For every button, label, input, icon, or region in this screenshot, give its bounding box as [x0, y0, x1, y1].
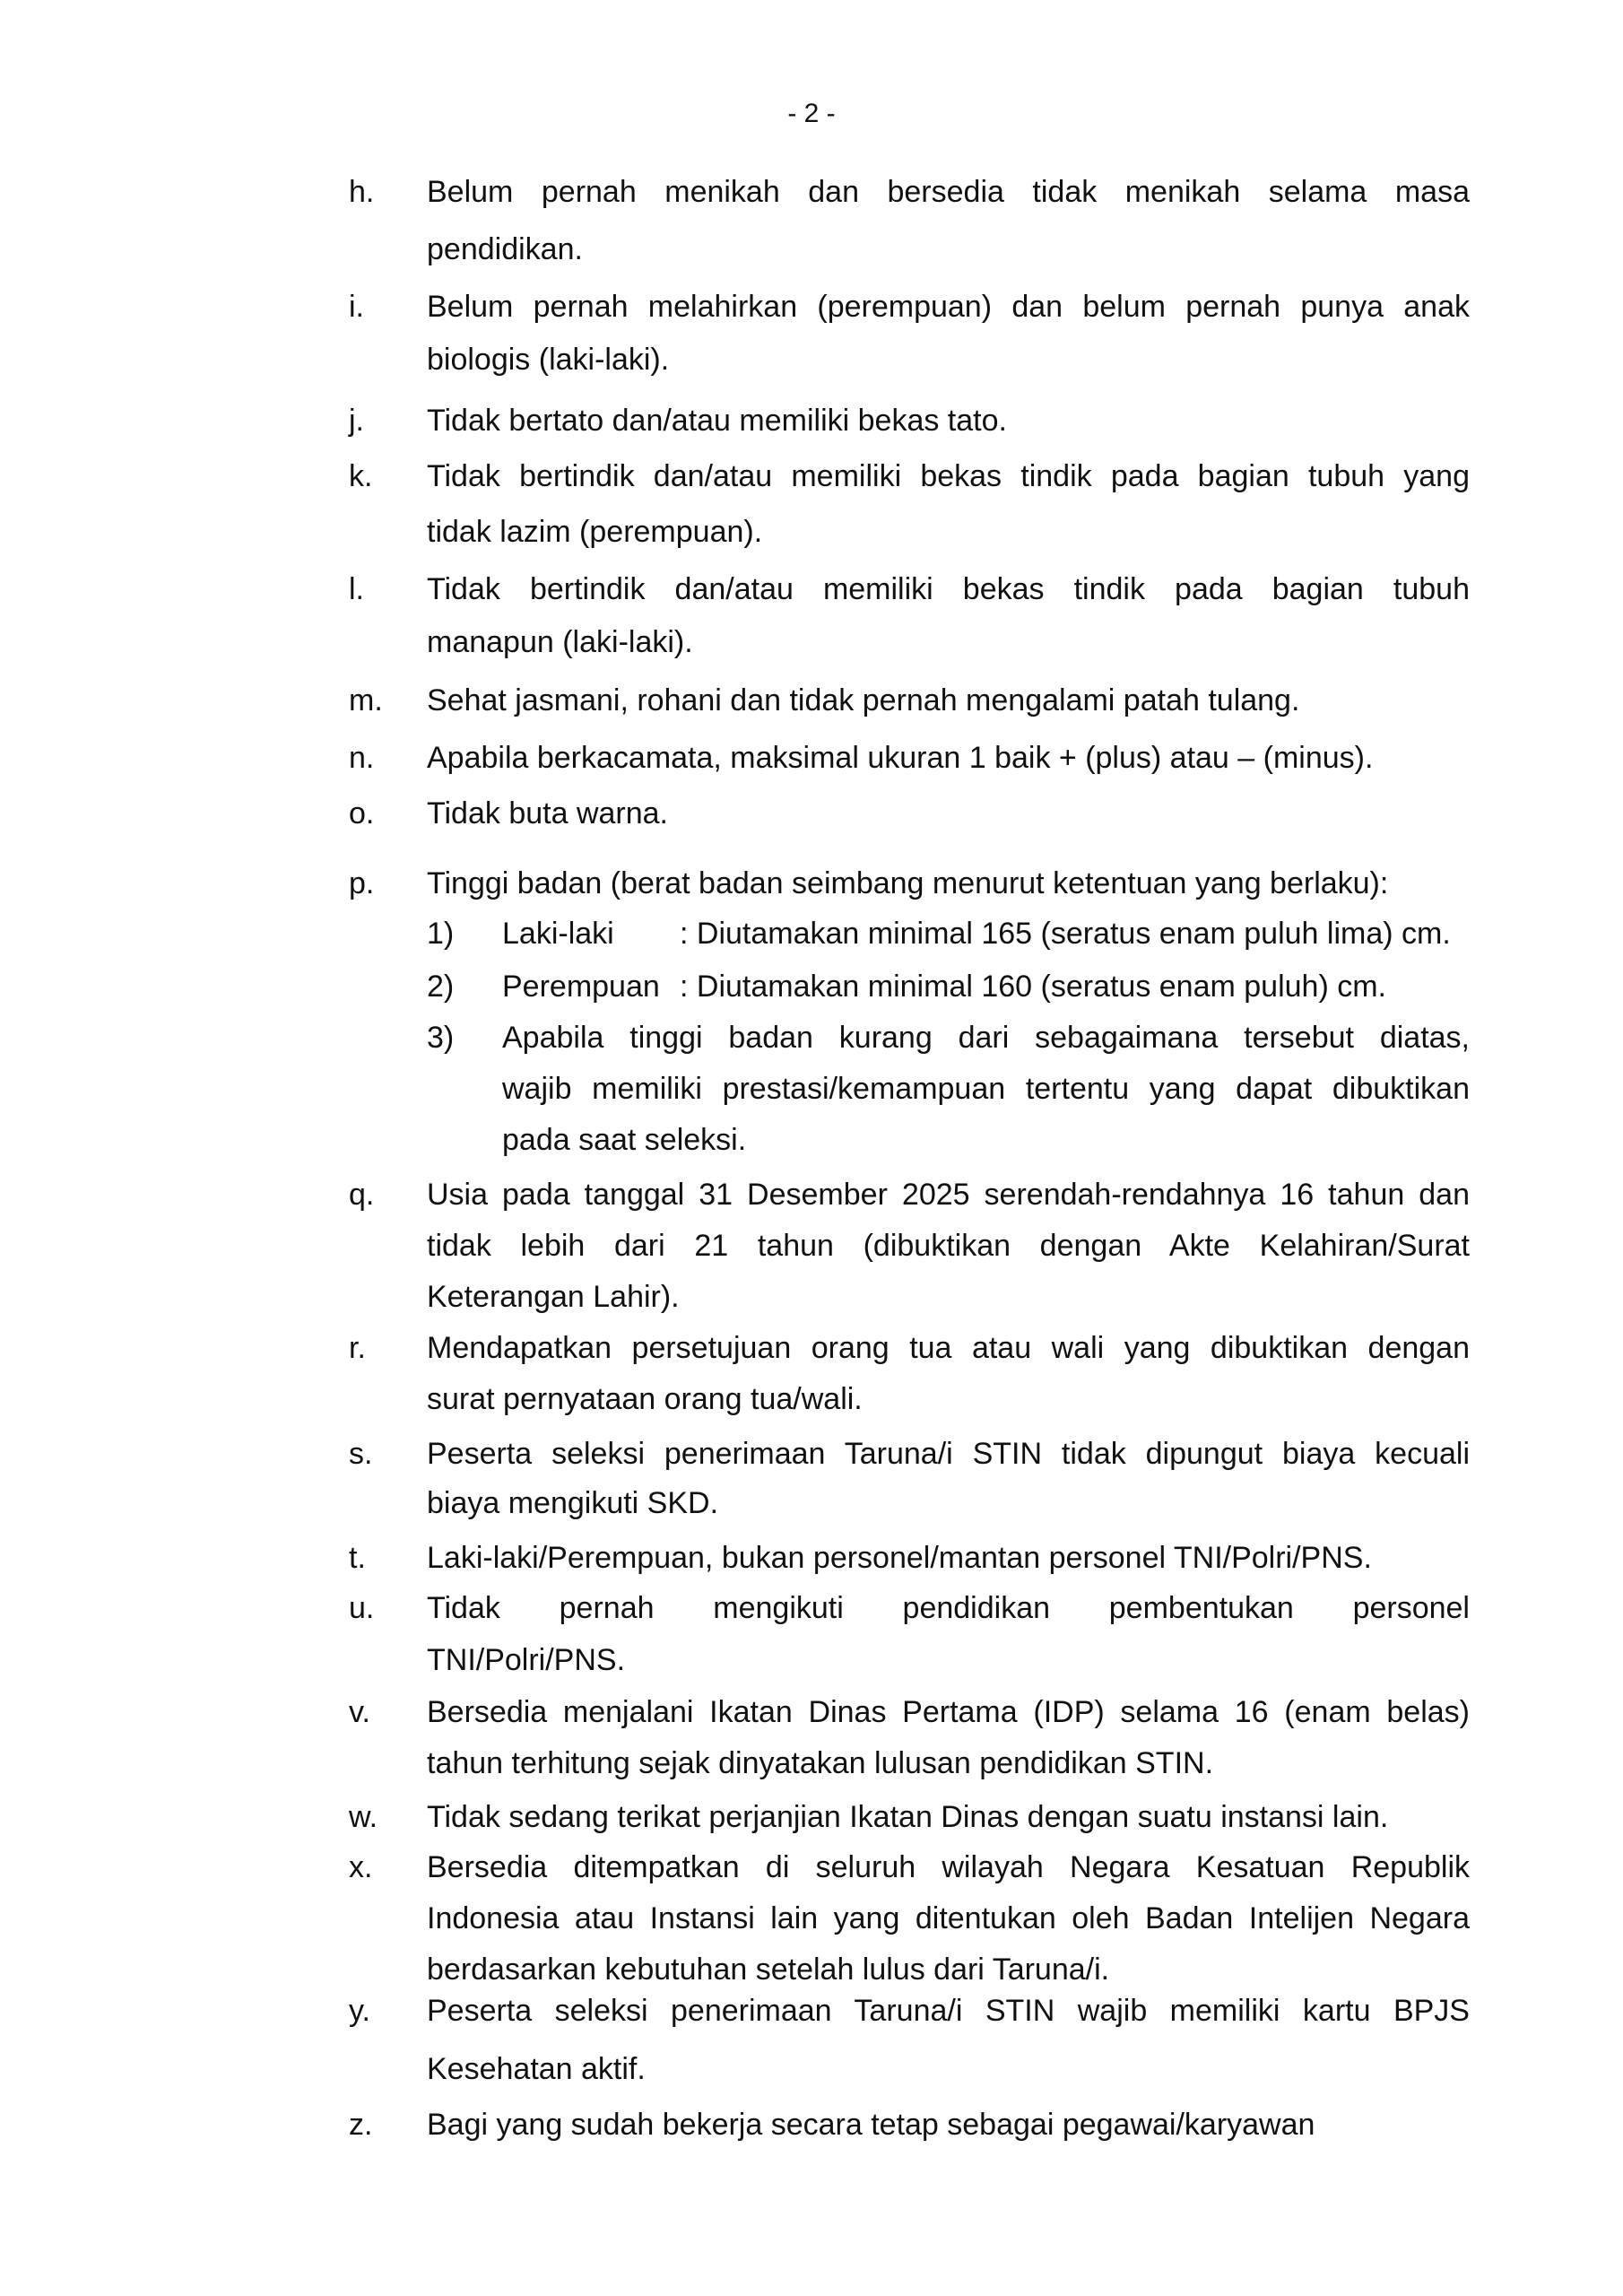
item-marker-p: p. [349, 866, 375, 900]
item-j-line-1: Tidak bertato dan/atau memiliki bekas tato. [427, 404, 1007, 438]
subitem-3-line-2: wajib memiliki prestasi/kemampuan tertentu yang dapat dibuktikan [502, 1072, 1470, 1106]
item-v-line-1: Bersedia menjalani Ikatan Dinas Pertama (IDP) selama 16 (enam belas) [427, 1695, 1470, 1729]
item-marker-x: x. [349, 1850, 373, 1884]
item-q-line-1: Usia pada tanggal 31 Desember 2025 serendah-rendahnya 16 tahun dan [427, 1178, 1470, 1212]
item-u-line-1: Tidak pernah mengikuti pendidikan pembentukan personel [427, 1591, 1470, 1625]
item-s-line-1: Peserta seleksi penerimaan Taruna/i STIN tidak dipungut biaya kecuali [427, 1437, 1470, 1471]
item-q-line-2: tidak lebih dari 21 tahun (dibuktikan dengan Akte Kelahiran/Surat [427, 1229, 1470, 1263]
item-marker-j: j. [349, 404, 364, 438]
item-l-line-2: manapun (laki-laki). [427, 625, 693, 659]
subitem-text-1: : Diutamakan minimal 165 (seratus enam puluh lima) cm. [680, 917, 1451, 951]
subitem-marker-3: 3) [427, 1021, 455, 1055]
item-marker-o: o. [349, 796, 375, 831]
item-x-line-3: berdasarkan kebutuhan setelah lulus dari Taruna/i. [427, 1952, 1110, 1987]
item-marker-h: h. [349, 175, 375, 209]
item-s-line-2: biaya mengikuti SKD. [427, 1486, 719, 1520]
item-k-line-2: tidak lazim (perempuan). [427, 515, 763, 549]
item-q-line-3: Keterangan Lahir). [427, 1280, 680, 1314]
item-marker-y: y. [349, 1994, 370, 2028]
item-marker-i: i. [349, 290, 364, 324]
item-y-line-1: Peserta seleksi penerimaan Taruna/i STIN wajib memiliki kartu BPJS [427, 1994, 1470, 2028]
item-i-line-2: biologis (laki-laki). [427, 343, 670, 377]
item-z-line-1: Bagi yang sudah bekerja secara tetap sebagai pegawai/karyawan [427, 2108, 1315, 2142]
subitem-3-line-3: pada saat seleksi. [502, 1123, 747, 1157]
item-marker-w: w. [349, 1800, 378, 1834]
item-u-line-2: TNI/Polri/PNS. [427, 1643, 626, 1677]
item-marker-n: n. [349, 741, 375, 775]
item-marker-m: m. [349, 683, 383, 718]
subitem-marker-1: 1) [427, 917, 455, 951]
subitem-label-laki-laki: Laki-laki [502, 917, 614, 951]
subitem-marker-2: 2) [427, 970, 455, 1004]
item-r-line-1: Mendapatkan persetujuan orang tua atau wali yang dibuktikan dengan [427, 1331, 1470, 1365]
subitem-text-2: : Diutamakan minimal 160 (seratus enam puluh) cm. [680, 970, 1386, 1004]
item-v-line-2: tahun terhitung sejak dinyatakan lulusan pendidikan STIN. [427, 1746, 1214, 1780]
item-i-line-1: Belum pernah melahirkan (perempuan) dan belum pernah punya anak [427, 290, 1470, 324]
subitem-label-perempuan: Perempuan [502, 970, 660, 1004]
item-y-line-2: Kesehatan aktif. [427, 2052, 646, 2086]
item-n-line-1: Apabila berkacamata, maksimal ukuran 1 baik + (plus) atau – (minus). [427, 741, 1374, 775]
item-marker-l: l. [349, 572, 364, 606]
item-marker-v: v. [349, 1695, 370, 1729]
item-k-line-1: Tidak bertindik dan/atau memiliki bekas tindik pada bagian tubuh yang [427, 459, 1470, 493]
item-x-line-1: Bersedia ditempatkan di seluruh wilayah Negara Kesatuan Republik [427, 1850, 1470, 1884]
item-r-line-2: surat pernyataan orang tua/wali. [427, 1382, 863, 1416]
page-number: - 2 - [787, 99, 836, 128]
item-m-line-1: Sehat jasmani, rohani dan tidak pernah mengalami patah tulang. [427, 683, 1300, 718]
item-t-line-1: Laki-laki/Perempuan, bukan personel/mantan personel TNI/Polri/PNS. [427, 1541, 1372, 1575]
item-h-line-1: Belum pernah menikah dan bersedia tidak menikah selama masa [427, 175, 1470, 209]
item-marker-u: u. [349, 1591, 375, 1625]
item-marker-r: r. [349, 1331, 366, 1365]
item-w-line-1: Tidak sedang terikat perjanjian Ikatan Dinas dengan suatu instansi lain. [427, 1800, 1389, 1834]
item-p-line-1: Tinggi badan (berat badan seimbang menurut ketentuan yang berlaku): [427, 866, 1389, 900]
item-h-line-2: pendidikan. [427, 232, 583, 266]
item-marker-q: q. [349, 1178, 375, 1212]
item-marker-z: z. [349, 2108, 373, 2142]
subitem-3-line-1: Apabila tinggi badan kurang dari sebagaimana tersebut diatas, [502, 1021, 1470, 1055]
item-l-line-1: Tidak bertindik dan/atau memiliki bekas tindik pada bagian tubuh [427, 572, 1470, 606]
item-marker-k: k. [349, 459, 373, 493]
item-marker-s: s. [349, 1437, 373, 1471]
item-o-line-1: Tidak buta warna. [427, 796, 668, 831]
item-marker-t: t. [349, 1541, 366, 1575]
item-x-line-2: Indonesia atau Instansi lain yang ditentukan oleh Badan Intelijen Negara [427, 1901, 1470, 1935]
